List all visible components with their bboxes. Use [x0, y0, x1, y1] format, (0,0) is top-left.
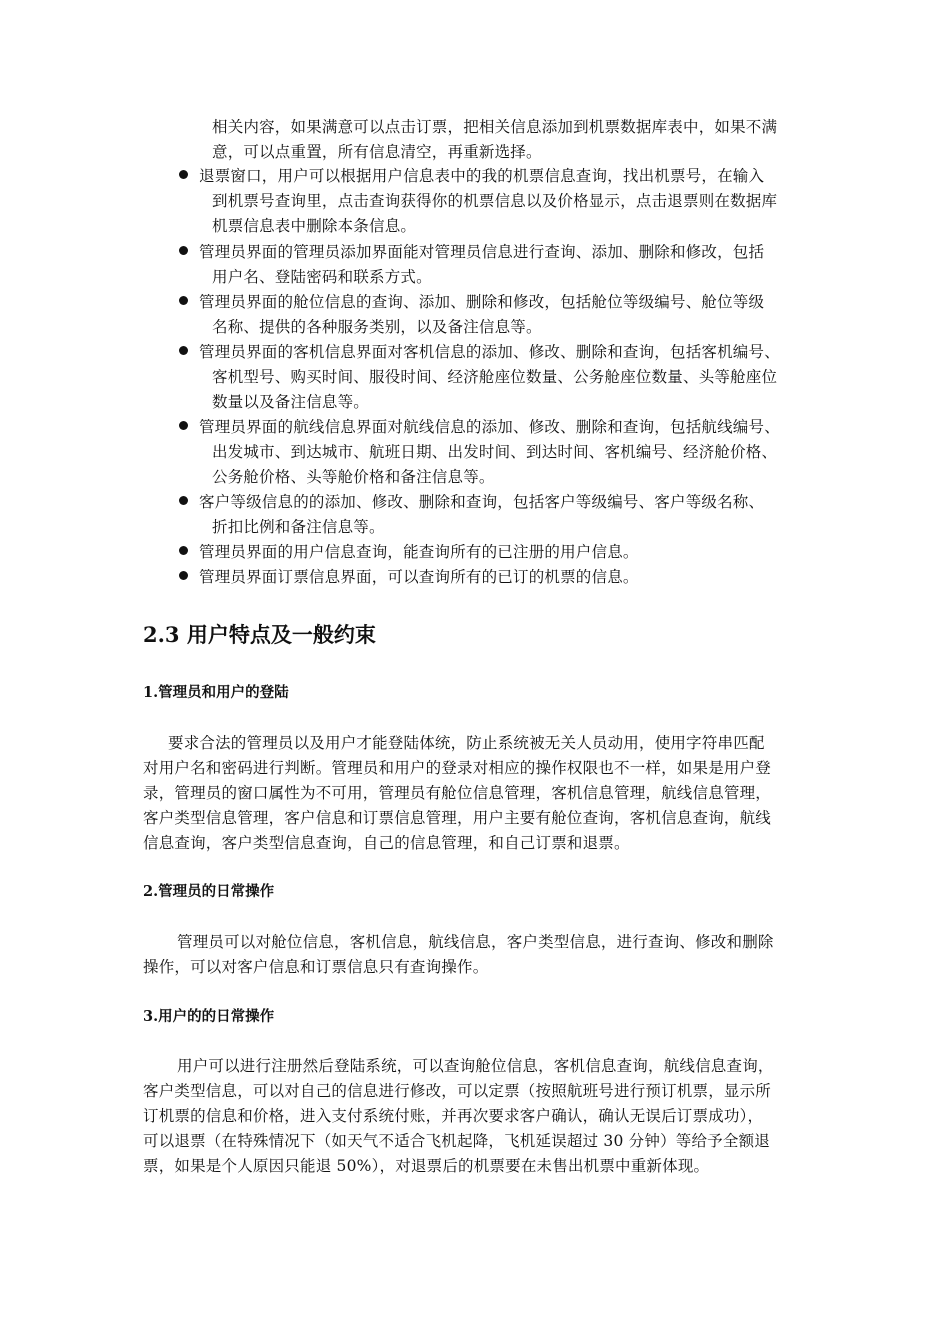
bullet-icon: [179, 346, 188, 355]
intro-line: 意，可以点重置，所有信息清空，再重新选择。: [212, 143, 542, 161]
paragraph-line: 客户类型信息管理，客户信息和订票信息管理，用户主要有舱位查询，客机信息查询，航线: [143, 809, 772, 827]
bullet-line: 管理员界面的舱位信息的查询、添加、删除和修改，包括舱位等级编号、舱位等级: [199, 293, 765, 311]
bullet-line: 到机票号查询里，点击查询获得你的机票信息以及价格显示，点击退票则在数据库: [212, 192, 778, 210]
paragraph-line: 订机票的信息和价格，进入支付系统付账，并再次要求客户确认，确认无误后订票成功），: [143, 1107, 764, 1125]
subsection-heading: 1.管理员和用户的登陆: [143, 684, 289, 701]
paragraph-line: 用户可以进行注册然后登陆系统，可以查询舱位信息，客机信息查询，航线信息查询，: [177, 1057, 774, 1075]
paragraph-line: 操作，可以对客户信息和订票信息只有查询操作。: [143, 958, 489, 976]
bullet-line: 管理员界面的用户信息查询，能查询所有的已注册的用户信息。: [199, 543, 639, 561]
bullet-icon: [179, 496, 188, 505]
bullet-line: 管理员界面的管理员添加界面能对管理员信息进行查询、添加、删除和修改，包括: [199, 243, 765, 261]
bullet-line: 名称、提供的各种服务类别，以及备注信息等。: [212, 318, 542, 336]
bullet-icon: [179, 421, 188, 430]
paragraph-line: 票，如果是个人原因只能退 50%），对退票后的机票要在未售出机票中重新体现。: [143, 1157, 710, 1175]
paragraph-line: 录，管理员的窗口属性为不可用，管理员有舱位信息管理，客机信息管理，航线信息管理，: [143, 784, 772, 802]
paragraph-line: 信息查询，客户类型信息查询，自己的信息管理，和自己订票和退票。: [143, 834, 630, 852]
subsection-heading: 2.管理员的日常操作: [143, 883, 275, 900]
section-heading: 2.3 用户特点及一般约束: [143, 622, 376, 647]
bullet-line: 管理员界面的客机信息界面对客机信息的添加、修改、删除和查询，包括客机编号、: [199, 343, 780, 361]
bullet-icon: [179, 571, 188, 580]
bullet-line: 折扣比例和备注信息等。: [212, 518, 385, 536]
bullet-icon: [179, 296, 188, 305]
bullet-line: 客机型号、购买时间、服役时间、经济舱座位数量、公务舱座位数量、头等舱座位: [212, 368, 778, 386]
intro-line: 相关内容，如果满意可以点击订票，把相关信息添加到机票数据库表中，如果不满: [212, 118, 778, 136]
bullet-line: 数量以及备注信息等。: [212, 393, 370, 411]
subsection-heading: 3.用户的的日常操作: [143, 1008, 275, 1025]
bullet-line: 管理员界面的航线信息界面对航线信息的添加、修改、删除和查询，包括航线编号、: [199, 418, 780, 436]
paragraph-line: 对用户名和密码进行判断。管理员和用户的登录对相应的操作权限也不一样，如果是用户登: [143, 759, 772, 777]
bullet-line: 出发城市、到达城市、航班日期、出发时间、到达时间、客机编号、经济舱价格、: [212, 443, 778, 461]
bullet-line: 用户名、登陆密码和联系方式。: [212, 268, 432, 286]
bullet-icon: [179, 170, 188, 179]
bullet-line: 管理员界面订票信息界面，可以查询所有的已订的机票的信息。: [199, 568, 639, 586]
paragraph-line: 可以退票（在特殊情况下（如天气不适合飞机起降，飞机延误超过 30 分钟）等给予全额退: [143, 1132, 770, 1150]
bullet-line: 退票窗口，用户可以根据用户信息表中的我的机票信息查询，找出机票号，在输入: [199, 167, 765, 185]
bullet-line: 公务舱价格、头等舱价格和备注信息等。: [212, 468, 495, 486]
bullet-line: 客户等级信息的的添加、修改、删除和查询，包括客户等级编号、客户等级名称、: [199, 493, 765, 511]
paragraph-line: 管理员可以对舱位信息，客机信息，航线信息，客户类型信息，进行查询、修改和删除: [177, 933, 774, 951]
paragraph-line: 客户类型信息，可以对自己的信息进行修改，可以定票（按照航班号进行预订机票，显示所: [143, 1082, 772, 1100]
paragraph-line: 要求合法的管理员以及用户才能登陆体统，防止系统被无关人员动用，使用字符串匹配: [168, 734, 765, 752]
bullet-icon: [179, 246, 188, 255]
bullet-line: 机票信息表中删除本条信息。: [212, 217, 417, 235]
bullet-icon: [179, 546, 188, 555]
